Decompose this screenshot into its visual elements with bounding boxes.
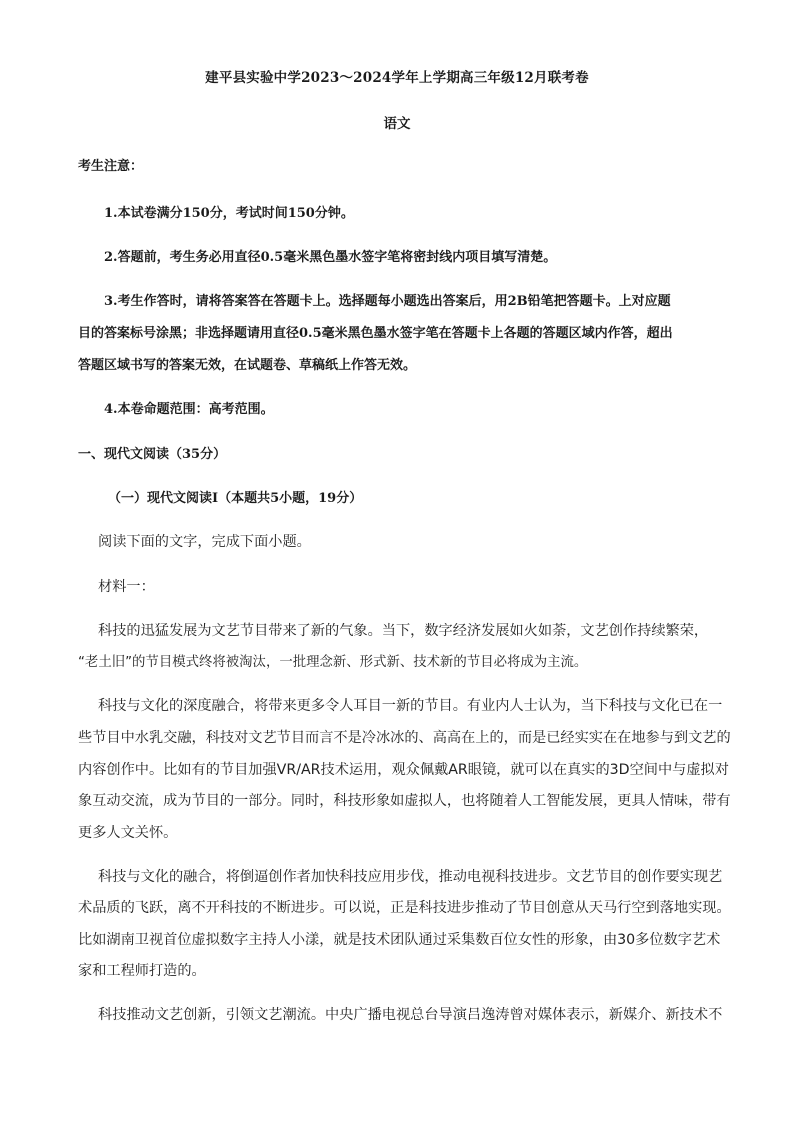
- passage-line: 科技与文化的融合，将倒逼创作者加快科技应用步伐，推动电视科技进步。文艺节目的创作要实现艺: [98, 869, 723, 885]
- passage-line: 科技与文化的深度融合，将带来更多令人耳目一新的节目。有业内人士认为，当下科技与文化已在一: [98, 698, 723, 714]
- notice-item-3-line-2: 目的答案标号涂黑；非选择题请用直径0.5毫米黑色墨水签字笔在答题卡上各题的答题区域内作答，超出: [78, 326, 673, 341]
- passage-line: 象互动交流，成为节目的一部分。同时，科技形象如虚拟人，也将随着人工智能发展，更具人情味，带有: [78, 793, 731, 809]
- passage-line: 家和工程师打造的。: [78, 963, 206, 979]
- section-title: 一、现代文阅读（35分）: [78, 447, 227, 462]
- notice-item-3-line-3: 答题区域书写的答案无效，在试题卷、草稿纸上作答无效。: [78, 358, 417, 373]
- exam-title: 建平县实验中学2023～2024学年上学期高三年级12月联考卷: [205, 70, 589, 86]
- passage-line: 内容创作中。比如有的节目加强VR/AR技术运用，观众佩戴AR眼镜，就可以在真实的3D空间中与虚拟对: [78, 762, 729, 778]
- passage-line: 术品质的飞跃，离不开科技的不断进步。可以说，正是科技进步推动了节目创意从天马行空到落地实现。: [78, 900, 731, 916]
- reading-instruction: 阅读下面的文字，完成下面小题。: [98, 534, 311, 550]
- notice-item-3-line-1: 3.考生作答时，请将答案答在答题卡上。选择题每小题选出答案后，用2B铅笔把答题卡。上对应题: [104, 294, 671, 309]
- passage-line: 比如湖南卫视首位虚拟数字主持人小漾，就是技术团队通过采集数百位女性的形象，由30多位数字艺术: [78, 932, 721, 948]
- notice-item-4: 4.本卷命题范围：高考范围。: [104, 402, 274, 417]
- notice-heading: 考生注意：: [78, 159, 144, 174]
- passage-line: 科技的迅猛发展为文艺节目带来了新的气象。当下，数字经济发展如火如荼，文艺创作持续繁荣，: [98, 623, 709, 639]
- material-label: 材料一：: [98, 579, 155, 595]
- subject-title: 语文: [383, 116, 411, 132]
- passage-line: 更多人文关怀。: [78, 825, 178, 841]
- subsection-title: （一）现代文阅读Ⅰ（本题共5小题，19分）: [108, 491, 363, 506]
- passage-line: 些节目中水乳交融，科技对文艺节目而言不是冷冰冰的、高高在上的，而是已经实实在在地参与到文艺的: [78, 730, 731, 746]
- passage-line: 科技推动文艺创新，引领文艺潮流。中央广播电视总台导演吕逸涛曾对媒体表示，新媒介、新技术不: [98, 1007, 723, 1023]
- notice-item-1: 1.本试卷满分150分，考试时间150分钟。: [104, 206, 354, 221]
- notice-item-2: 2.答题前，考生务必用直径0.5毫米黑色墨水签字笔将密封线内项目填写清楚。: [104, 250, 557, 265]
- passage-line: “老土旧”的节目模式终将被淘汰，一批理念新、形式新、技术新的节目必将成为主流。: [78, 655, 588, 670]
